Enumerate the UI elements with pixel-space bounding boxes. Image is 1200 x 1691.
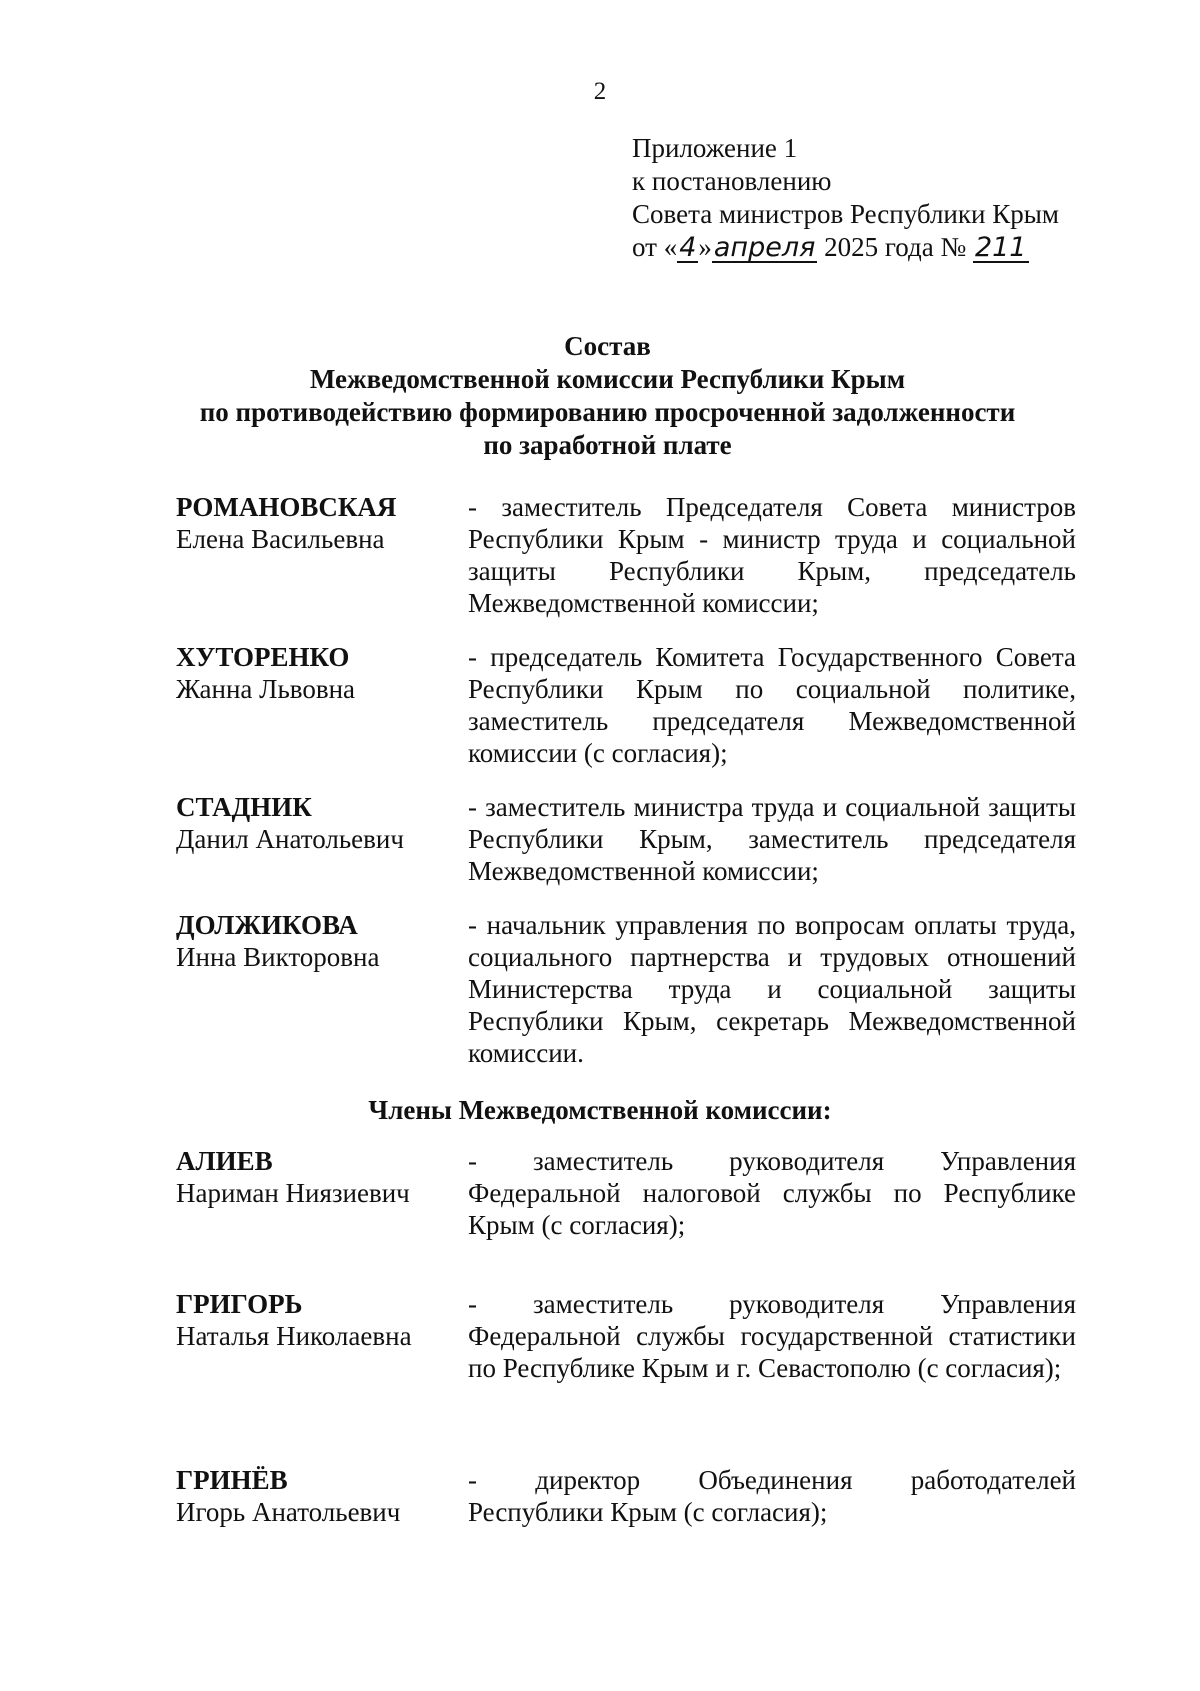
page-number: 2 [593, 78, 607, 105]
date-month: апреля [713, 232, 816, 263]
person-role: - заместитель Председателя Совета министров Республики Крым - министр труда и социальной защиты Республики Крым, председатель Межведомственной комиссии; [468, 492, 1076, 618]
person-role: - председатель Комитета Государственного Совета Республики Крым по социальной политике, заместитель председателя Межведомственной комиссии (с согласия); [468, 642, 1076, 768]
person-given-name: Жанна Львовна [176, 674, 356, 704]
person-surname: СТАДНИК [176, 792, 312, 822]
person-name [176, 641, 466, 705]
title-line-4: по заработной плате [483, 430, 732, 460]
person-name [176, 791, 466, 855]
person-name [176, 909, 466, 973]
person-role: - заместитель руководителя Управления Федеральной налоговой службы по Республике Крым (с согласия); [468, 1146, 1076, 1240]
appendix-line-1: Приложение 1 [632, 133, 798, 163]
person-name [176, 1464, 466, 1528]
appendix-date-line [632, 231, 1152, 264]
date-mid: » [698, 232, 712, 262]
person-given-name: Игорь Анатольевич [176, 1497, 401, 1527]
person-name [176, 491, 466, 555]
person-name [176, 1288, 466, 1352]
appendix-line-2: к постановлению [632, 166, 832, 196]
title-line-3: по противодействию формированию просроченной задолженности [199, 397, 1016, 427]
appendix-header [632, 132, 1152, 264]
date-suffix: 2025 года № [824, 232, 967, 262]
date-day: 4 [679, 232, 697, 263]
person-role: - начальник управления по вопросам оплаты труда, социального партнерства и трудовых отношений Министерства труда и социальной защиты Республики Крым, секретарь Межведомственной комиссии. [468, 910, 1076, 1068]
person-role: - заместитель руководителя Управления Федеральной службы государственной статистики по Республике Крым и г. Севастополю (с согласия); [468, 1289, 1076, 1383]
person-surname: ГРИНЁВ [176, 1465, 288, 1495]
person-given-name: Данил Анатольевич [176, 824, 404, 854]
person-surname: АЛИЕВ [176, 1146, 273, 1176]
title-line-2: Межведомственной комиссии Республики Крым [309, 364, 906, 394]
title-line-1: Состав [564, 331, 651, 361]
person-surname: ГРИГОРЬ [176, 1289, 303, 1319]
document-title [150, 330, 1065, 462]
person-surname: ХУТОРЕНКО [176, 642, 350, 672]
person-surname: ДОЛЖИКОВА [176, 910, 358, 940]
person-given-name: Елена Васильевна [176, 524, 385, 554]
person-name [176, 1145, 466, 1209]
document-number: 211 [974, 232, 1027, 263]
members-heading: Члены Межведомственной комиссии: [368, 1095, 832, 1125]
date-prefix: от « [632, 232, 678, 262]
person-role [468, 1464, 1076, 1528]
person-given-name: Нариман Ниязиевич [176, 1178, 410, 1208]
person-given-name: Инна Викторовна [176, 942, 380, 972]
person-role-line-2: Республики Крым (с согласия); [468, 1497, 828, 1527]
person-role: - заместитель министра труда и социальной защиты Республики Крым, заместитель председателя Межведомственной комиссии; [468, 792, 1076, 886]
person-surname: РОМАНОВСКАЯ [176, 492, 397, 522]
person-role-line-1: - директор Объединения работодателей [468, 1465, 1076, 1495]
appendix-line-3: Совета министров Республики Крым [632, 199, 1059, 229]
person-given-name: Наталья Николаевна [176, 1321, 412, 1351]
